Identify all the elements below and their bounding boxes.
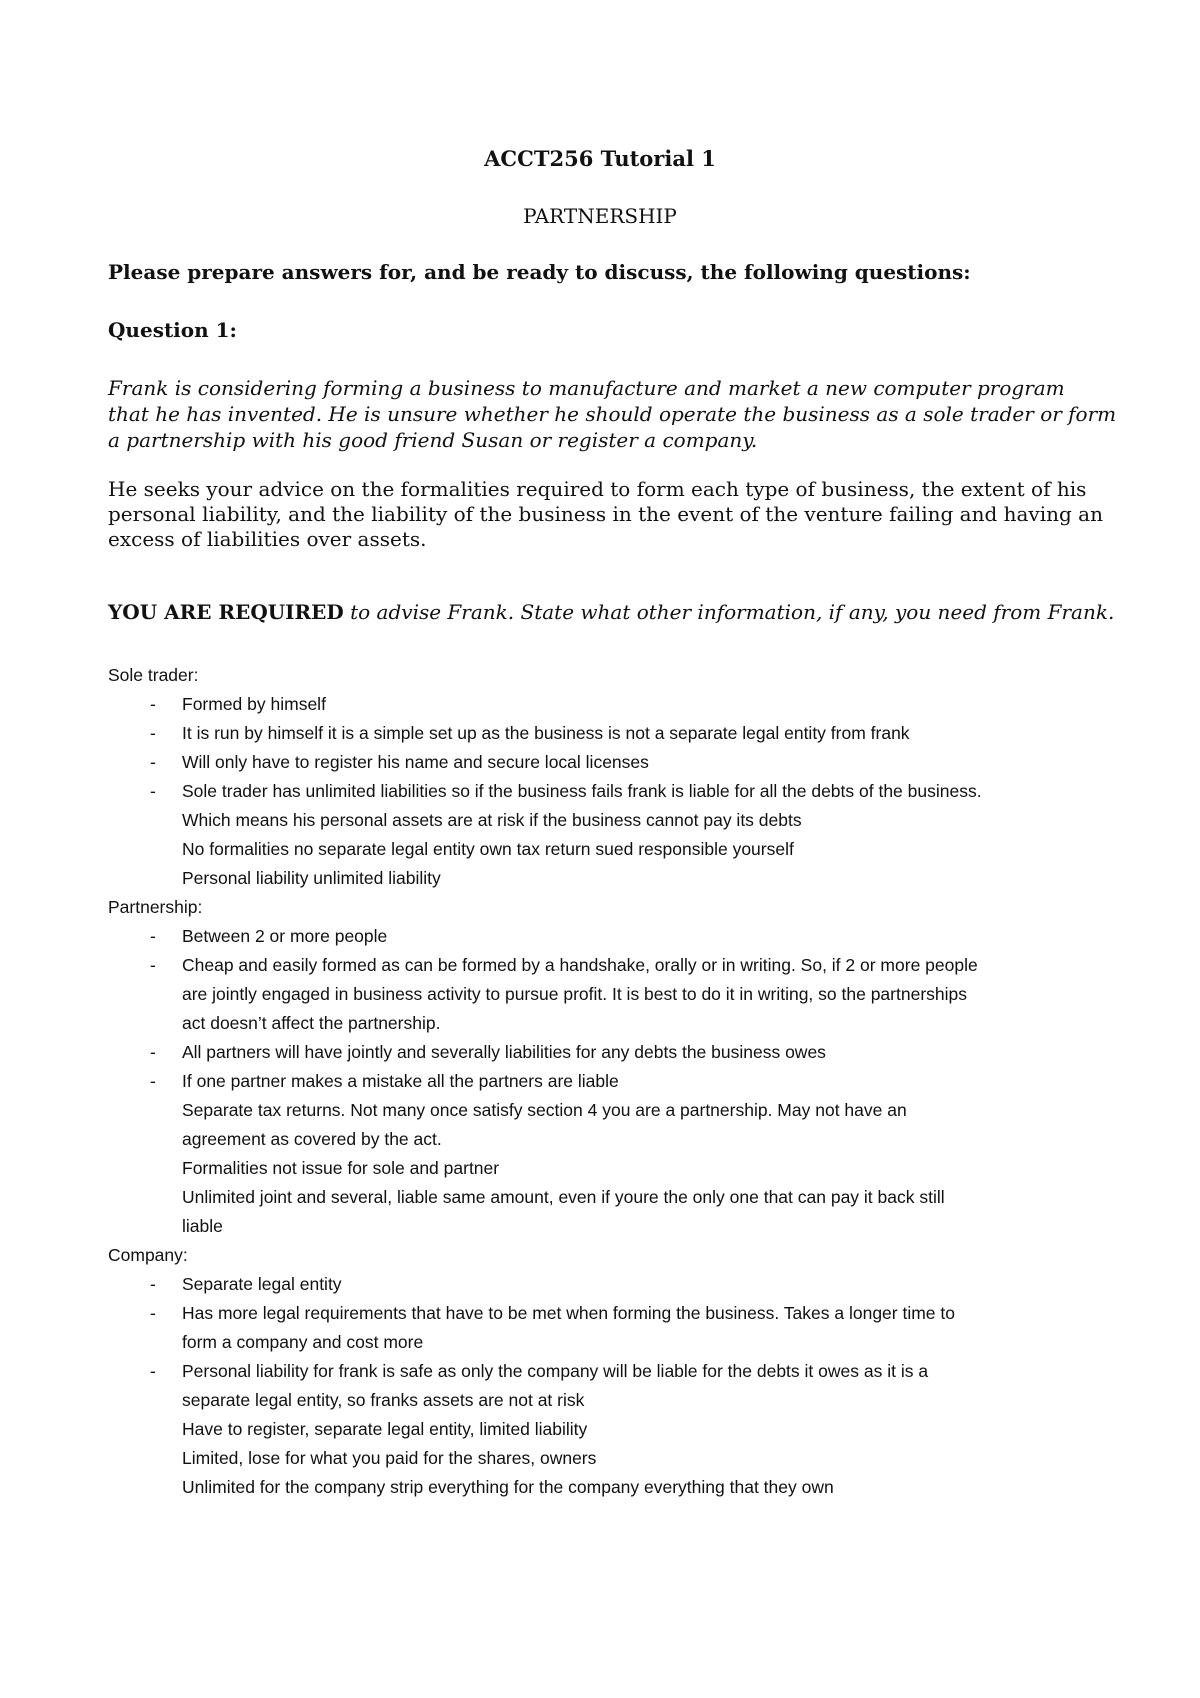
question-label: Question 1:	[108, 318, 237, 342]
document-title: ACCT256 Tutorial 1	[484, 146, 716, 171]
note-line: Have to register, separate legal entity, limited liability	[182, 1419, 588, 1439]
note-line: Limited, lose for what you paid for the shares, owners	[182, 1448, 597, 1468]
advice-line: personal liability, and the liability of the business in the event of the venture failing and having an	[108, 502, 1103, 526]
list-item: Formed by himself	[182, 694, 326, 714]
bullet-dash: -	[150, 1274, 156, 1294]
bullet-dash: -	[150, 926, 156, 946]
bullet-dash: -	[150, 1071, 156, 1091]
list-item: Has more legal requirements that have to be met when forming the business. Takes a longer time to	[182, 1303, 955, 1323]
note-line: agreement as covered by the act.	[182, 1129, 442, 1149]
instruction-text: Please prepare answers for, and be ready to discuss, the following questions:	[108, 260, 971, 284]
bullet-dash: -	[150, 955, 156, 975]
list-item-continuation: form a company and cost more	[182, 1332, 424, 1352]
partnership-heading: Partnership:	[108, 897, 203, 917]
list-item: All partners will have jointly and severally liabilities for any debts the business owes	[182, 1042, 826, 1062]
note-line: No formalities no separate legal entity own tax return sued responsible yourself	[182, 839, 794, 859]
note-line: Formalities not issue for sole and partner	[182, 1158, 500, 1178]
note-line: Separate tax returns. Not many once satisfy section 4 you are a partnership. May not have an	[182, 1100, 907, 1120]
note-line: Unlimited for the company strip everything for the company everything that they own	[182, 1477, 834, 1497]
company-heading: Company:	[108, 1245, 188, 1265]
list-item: Sole trader has unlimited liabilities so if the business fails frank is liable for all the debts of the business.	[182, 781, 982, 801]
advice-line: He seeks your advice on the formalities required to form each type of business, the extent of his	[108, 477, 1087, 501]
note-line: Unlimited joint and several, liable same amount, even if youre the only one that can pay it back still	[182, 1187, 945, 1207]
bullet-dash: -	[150, 781, 156, 801]
scenario-line: a partnership with his good friend Susan or register a company.	[108, 428, 758, 452]
requirement-text	[108, 600, 1114, 624]
list-item: Will only have to register his name and secure local licenses	[182, 752, 649, 772]
list-item-continuation: are jointly engaged in business activity to pursue profit. It is best to do it in writing, so the partnerships	[182, 984, 967, 1004]
scenario-line: that he has invented. He is unsure whether he should operate the business as a sole trader or form	[108, 402, 1117, 426]
sole-trader-heading: Sole trader:	[108, 665, 199, 685]
bullet-dash: -	[150, 752, 156, 772]
list-item: Separate legal entity	[182, 1274, 342, 1294]
note-line: Which means his personal assets are at risk if the business cannot pay its debts	[182, 810, 802, 830]
list-item: Personal liability for frank is safe as only the company will be liable for the debts it owes as it is a	[182, 1361, 929, 1381]
advice-line: excess of liabilities over assets.	[108, 527, 427, 551]
bullet-dash: -	[150, 694, 156, 714]
requirement-italic: to advise Frank. State what other information, if any, you need from Frank.	[343, 600, 1115, 624]
requirement-bold: YOU ARE REQUIRED	[108, 600, 344, 624]
bullet-dash: -	[150, 723, 156, 743]
bullet-dash: -	[150, 1303, 156, 1323]
document-subtitle: PARTNERSHIP	[523, 204, 677, 228]
list-item: It is run by himself it is a simple set up as the business is not a separate legal entity from frank	[182, 723, 910, 743]
scenario-line: Frank is considering forming a business to manufacture and market a new computer program	[108, 376, 1065, 400]
note-line: liable	[182, 1216, 223, 1236]
bullet-dash: -	[150, 1042, 156, 1062]
bullet-dash: -	[150, 1361, 156, 1381]
list-item: Cheap and easily formed as can be formed by a handshake, orally or in writing. So, if 2 or more people	[182, 955, 978, 975]
list-item-continuation: separate legal entity, so franks assets are not at risk	[182, 1390, 585, 1410]
list-item: Between 2 or more people	[182, 926, 388, 946]
list-item-continuation: act doesn’t affect the partnership.	[182, 1013, 441, 1033]
list-item: If one partner makes a mistake all the partners are liable	[182, 1071, 619, 1091]
note-line: Personal liability unlimited liability	[182, 868, 441, 888]
